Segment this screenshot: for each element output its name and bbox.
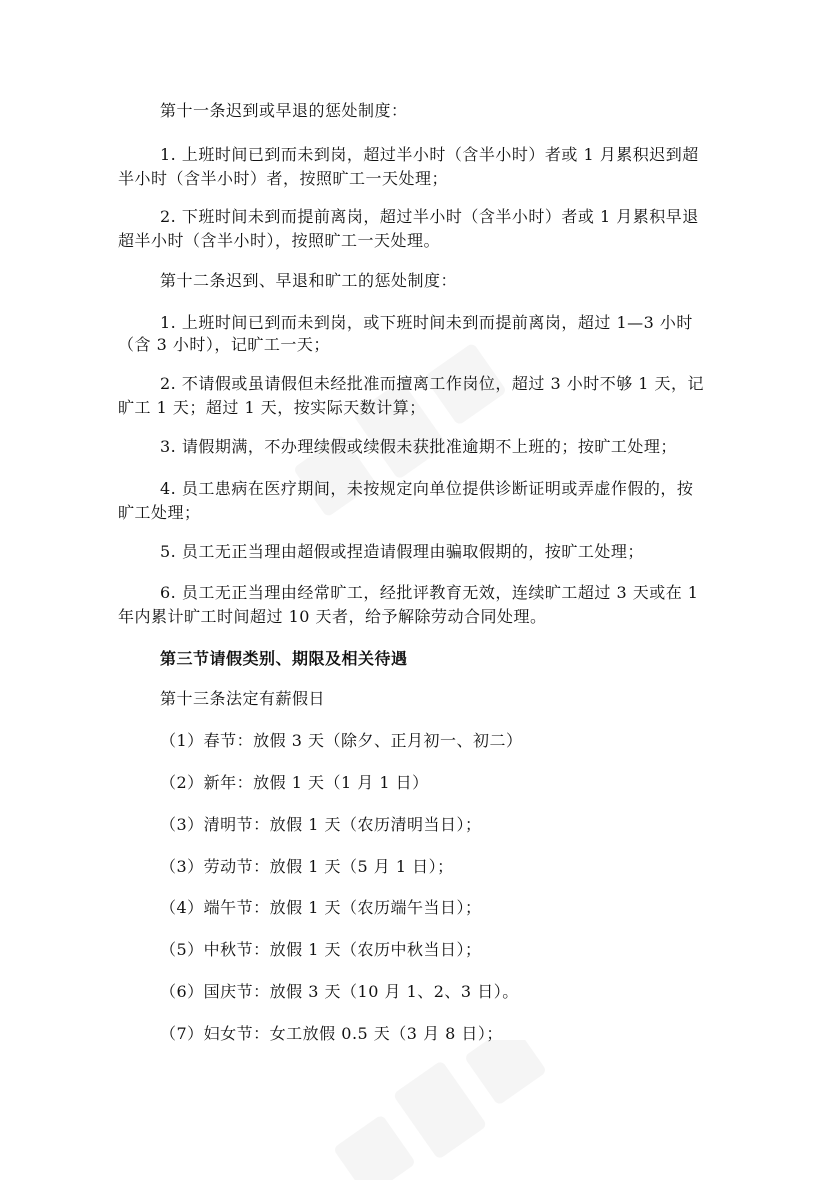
holiday-item-new-year: （2）新年：放假 1 天（1 月 1 日） [160,773,429,792]
holiday-item-spring-festival: （1）春节：放假 3 天（除夕、正月初一、初二） [160,731,523,750]
holiday-item-dragon-boat: （4）端午节：放假 1 天（农历端午当日）； [160,898,482,917]
article-12-item-2-line-2: 旷工 1 天；超过 1 天，按实际天数计算； [118,398,426,417]
article-12-heading: 第十二条迟到、早退和旷工的惩处制度： [160,271,458,290]
article-12-item-1-line-1: 1. 上班时间已到而未到岗，或下班时间未到而提前离岗，超过 1—3 小时 [160,313,693,332]
holiday-item-mid-autumn: （5）中秋节：放假 1 天（农历中秋当日）； [160,940,482,959]
article-11-item-2-line-2: 超半小时（含半小时），按照旷工一天处理。 [118,231,441,250]
article-11-heading: 第十一条迟到或早退的惩处制度： [160,101,408,120]
article-12-item-5: 5. 员工无正当理由超假或捏造请假理由骗取假期的，按旷工处理； [160,542,644,561]
article-11-item-1-line-1: 1. 上班时间已到而未到岗，超过半小时（含半小时）者或 1 月累积迟到超 [160,145,699,164]
article-12-item-2-line-1: 2. 不请假或虽请假但未经批准而擅离工作岗位，超过 3 小时不够 1 天，记 [160,374,705,393]
article-12-item-4-line-1: 4. 员工患病在医疗期间，未按规定向单位提供诊断证明或弄虚作假的，按 [160,479,694,498]
holiday-item-labor-day: （3）劳动节：放假 1 天（5 月 1 日）； [160,857,454,876]
article-11-item-2-line-1: 2. 下班时间未到而提前离岗，超过半小时（含半小时）者或 1 月累积早退 [160,207,699,226]
article-12-item-1-line-2: （含 3 小时），记旷工一天； [118,335,330,354]
article-12-item-6-line-2: 年内累计旷工时间超过 10 天者，给予解除劳动合同处理。 [118,607,547,626]
holiday-item-womens-day: （7）妇女节：女工放假 0.5 天（3 月 8 日）； [160,1024,503,1043]
article-12-item-4-line-2: 旷工处理； [118,503,201,522]
article-13-heading: 第十三条法定有薪假日 [160,689,326,708]
article-12-item-6-line-1: 6. 员工无正当理由经常旷工，经批评教育无效，连续旷工超过 3 天或在 1 [160,583,699,602]
watermark-icon [310,1040,570,1180]
holiday-item-national-day: （6）国庆节：放假 3 天（10 月 1、2、3 日）。 [160,982,519,1001]
article-12-item-3: 3. 请假期满，不办理续假或续假未获批准逾期不上班的；按旷工处理； [160,437,677,456]
holiday-item-qingming: （3）清明节：放假 1 天（农历清明当日）； [160,815,482,834]
section-3-heading: 第三节请假类别、期限及相关待遇 [160,649,408,668]
article-11-item-1-line-2: 半小时（含半小时）者，按照旷工一天处理； [118,169,449,188]
